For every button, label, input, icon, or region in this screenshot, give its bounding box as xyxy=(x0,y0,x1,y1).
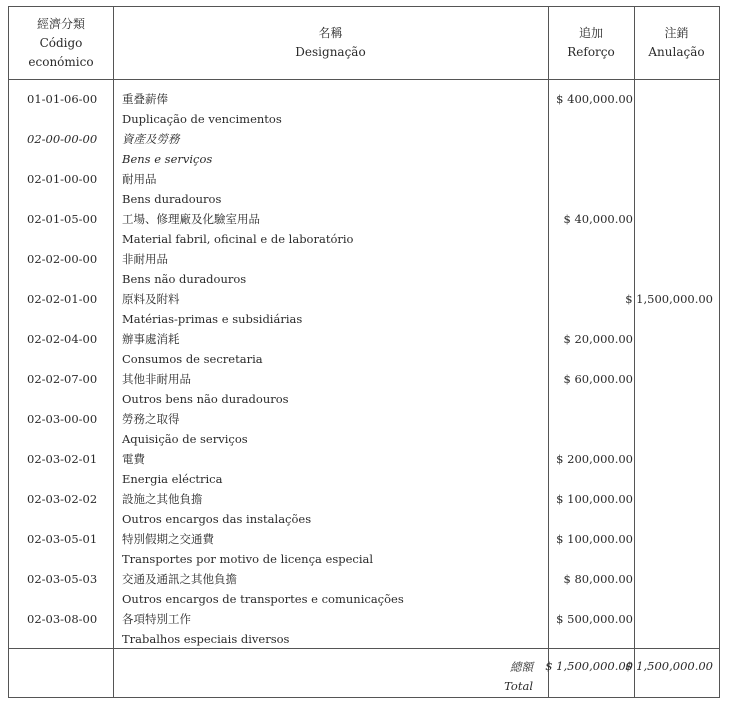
row-designation: Consumos de secretaria xyxy=(122,352,263,366)
row-reforco: $ 40,000.00 xyxy=(563,212,633,226)
row-designation: 其他非耐用品 xyxy=(122,372,191,386)
header-reforco xyxy=(548,7,634,79)
row-designation: 辦事處消耗 xyxy=(122,332,180,346)
table-row xyxy=(9,509,719,529)
table-row xyxy=(9,109,719,129)
row-reforco: $ 20,000.00 xyxy=(563,332,633,346)
row-designation: 勞務之取得 xyxy=(122,412,180,426)
row-reforco: $ 80,000.00 xyxy=(563,572,633,586)
row-designation: Trabalhos especiais diversos xyxy=(122,632,290,646)
row-designation: Material fabril, oficinal e de laboratório xyxy=(122,232,354,246)
row-reforco: $ 400,000.00 xyxy=(556,92,633,106)
row-designation: Transportes por motivo de licença especial xyxy=(122,552,374,566)
table-row xyxy=(9,429,719,449)
row-designation: Aquisição de serviços xyxy=(122,432,248,446)
table-row xyxy=(9,149,719,169)
row-code: 01-01-06-00 xyxy=(27,92,98,106)
table-row xyxy=(9,209,719,229)
table-row xyxy=(9,469,719,489)
row-designation: Energia eléctrica xyxy=(122,472,223,486)
row-designation: 原料及附料 xyxy=(122,292,180,306)
table-row xyxy=(9,349,719,369)
total-label-pt: Total xyxy=(504,679,533,693)
header-code-zh: 經濟分類 xyxy=(36,16,85,31)
table-row xyxy=(9,329,719,349)
row-designation: 各項特別工作 xyxy=(122,612,191,626)
header-desc-zh: 名稱 xyxy=(318,26,343,40)
row-designation: 工場、修理廠及化驗室用品 xyxy=(122,212,260,226)
table-row xyxy=(9,289,719,309)
total-anulacao: $ 1,500,000.00 xyxy=(625,659,713,673)
table-row xyxy=(9,629,719,649)
table-row xyxy=(9,229,719,249)
row-designation: Outros encargos de transportes e comunicações xyxy=(122,592,404,606)
header-divider xyxy=(9,79,719,80)
header-anulacao-zh: 注銷 xyxy=(664,26,689,40)
row-designation: 交通及通訊之其他負擔 xyxy=(122,572,237,586)
row-designation: Bens e serviços xyxy=(122,152,213,166)
table-row xyxy=(9,369,719,389)
table-row xyxy=(9,409,719,429)
header-reforco-pt: Reforço xyxy=(567,45,615,59)
row-code: 02-02-04-00 xyxy=(27,332,98,346)
total-reforco: $ 1,500,000.00 xyxy=(545,659,633,673)
row-designation: Bens duradouros xyxy=(122,192,222,206)
row-reforco: $ 200,000.00 xyxy=(556,452,633,466)
table-row xyxy=(9,609,719,629)
row-designation: 非耐用品 xyxy=(122,252,168,266)
row-code: 02-03-02-02 xyxy=(27,492,98,506)
table-row xyxy=(9,449,719,469)
row-code: 02-03-02-01 xyxy=(27,452,98,466)
row-code: 02-03-05-03 xyxy=(27,572,98,586)
table-row xyxy=(9,309,719,329)
header-reforco-zh: 追加 xyxy=(578,26,603,40)
total-label-zh: 總額 xyxy=(510,660,533,674)
row-designation: 特別假期之交通費 xyxy=(122,532,214,546)
table-row xyxy=(9,269,719,289)
row-code: 02-01-00-00 xyxy=(27,172,98,186)
table-row xyxy=(9,569,719,589)
row-designation: 設施之其他負擔 xyxy=(122,492,203,506)
table-row xyxy=(9,129,719,149)
table-row xyxy=(9,549,719,569)
header-desc-pt: Designação xyxy=(295,45,366,59)
header-anulacao xyxy=(634,7,719,79)
row-reforco: $ 500,000.00 xyxy=(556,612,633,626)
header-code xyxy=(9,7,113,79)
row-reforco: $ 60,000.00 xyxy=(563,372,633,386)
row-code: 02-03-08-00 xyxy=(27,612,98,626)
row-designation: Outros encargos das instalações xyxy=(122,512,312,526)
row-anulacao: $ 1,500,000.00 xyxy=(625,292,713,306)
header-designation xyxy=(113,7,548,79)
row-reforco: $ 100,000.00 xyxy=(556,492,633,506)
row-designation: 重叠薪俸 xyxy=(122,92,168,106)
header-anulacao-pt: Anulação xyxy=(648,45,705,59)
table-row xyxy=(9,389,719,409)
table-body xyxy=(9,89,719,649)
table-row xyxy=(9,489,719,509)
row-code: 02-01-05-00 xyxy=(27,212,98,226)
table-row xyxy=(9,169,719,189)
row-designation: 電費 xyxy=(122,452,145,466)
row-code: 02-00-00-00 xyxy=(27,132,98,146)
table-row xyxy=(9,189,719,209)
table-row xyxy=(9,249,719,269)
row-code: 02-02-01-00 xyxy=(27,292,98,306)
row-designation: 耐用品 xyxy=(122,172,157,186)
row-code: 02-03-00-00 xyxy=(27,412,98,426)
header-code-pt: Código económico xyxy=(28,35,94,69)
table-row xyxy=(9,589,719,609)
row-designation: Duplicação de vencimentos xyxy=(122,112,282,126)
row-designation: 資產及勞務 xyxy=(122,132,180,146)
row-designation: Outros bens não duradouros xyxy=(122,392,289,406)
budget-table xyxy=(8,6,720,698)
row-code: 02-02-07-00 xyxy=(27,372,98,386)
table-row xyxy=(9,89,719,109)
row-designation: Bens não duradouros xyxy=(122,272,247,286)
row-code: 02-03-05-01 xyxy=(27,532,98,546)
table-row xyxy=(9,529,719,549)
row-reforco: $ 100,000.00 xyxy=(556,532,633,546)
row-designation: Matérias-primas e subsidiárias xyxy=(122,312,303,326)
row-code: 02-02-00-00 xyxy=(27,252,98,266)
